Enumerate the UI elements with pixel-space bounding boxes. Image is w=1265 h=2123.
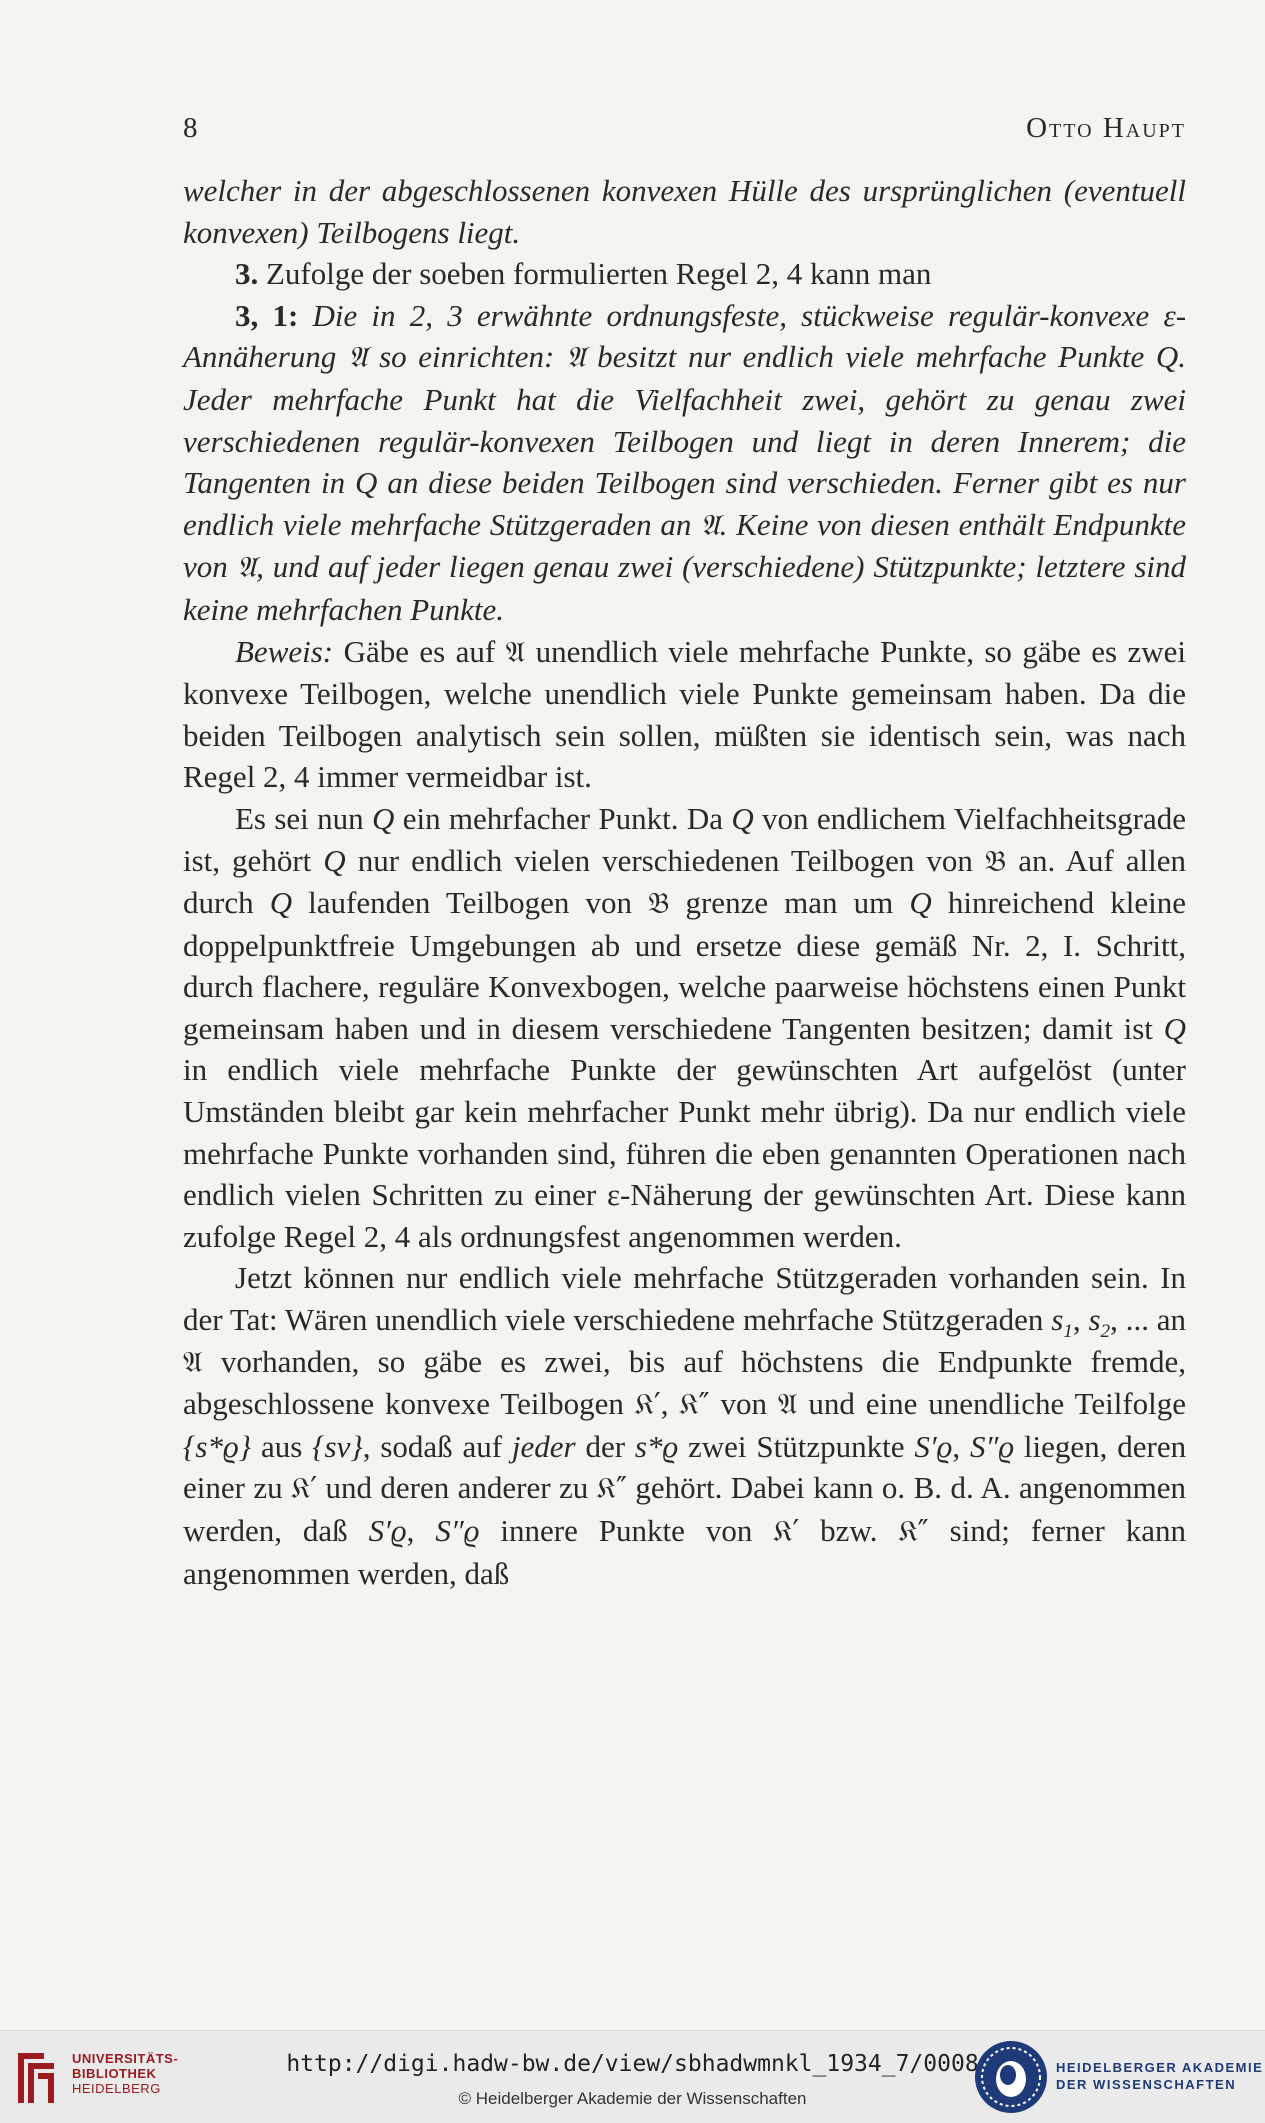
proof-label: Beweis: xyxy=(235,633,334,669)
p6-m: innere Punkte von xyxy=(500,1513,753,1548)
library-line-3: HEIDELBERG xyxy=(72,2081,161,2096)
academy-line-1: HEIDELBERGER AKADEMIE xyxy=(1056,2060,1264,2075)
frak-A-symbol: 𝔄 xyxy=(236,550,257,585)
prop-text-a: Die in 2, 3 erwähnte ordnungsfeste, stückweise regulär-konvexe ε-Annäherung xyxy=(183,297,1187,375)
proposition-3-1 xyxy=(183,295,1186,631)
p5-c: von endlichem Vielfachheitsgrade ist, gehört xyxy=(183,800,1187,878)
symbol-S-double-prime: S″ϱ xyxy=(969,1428,1015,1464)
proof-text-b: unendlich viele mehrfache Punkte, so gäbe es zwei konvexe Teilbogen, welche unendlich viele Punkte gemeinsam haben. Da die beiden Teilbogen analytisch sein sollen, müßten sie identisch sein, was nach Regel 2, 4 immer vermeidbar ist. xyxy=(183,633,1187,795)
proof-text-a: Gäbe es auf xyxy=(343,633,496,669)
frak-K1-symbol: 𝔎′ xyxy=(291,1471,318,1506)
s1-base: s xyxy=(1051,1302,1064,1338)
paragraph-1: welcher in der abgeschlossenen konvexen Hülle des ursprünglichen (eventuell konvexen) Teilbogens liegt. xyxy=(183,173,1186,250)
frak-K2-symbol: 𝔎″ xyxy=(596,1471,627,1506)
paragraph-6: Jetzt können nur endlich viele mehrfache Stützgeraden vorhanden sein. In der Tat: Wären unendlich viele verschiedene mehrfache Stützgeraden $s_1$, $s_2$, ... an 𝔄 vorhanden, so gäbe es zwei, bis auf höchstens die Endpunkte fremde, abgeschlossene konvexe Teilbogen 𝔎′, 𝔎″ von 𝔄 und eine unendliche Teilfolge {s*ϱ} aus {sν}, sodaß auf jeder der s*ϱ zwei Stützpunkte S′ϱ, S″ϱ liegen, deren einer zu 𝔎′ und deren anderer zu 𝔎″ gehört. Dabei kann o. B. d. A. angenommen werden, daß S′ϱ, S″ϱ innere Punkte von 𝔎′ bzw. 𝔎″ sind; ferner kann angenommen werden, daß xyxy=(183,1260,1187,1591)
p5-e: an. Auf allen durch xyxy=(183,842,1187,921)
p6-b: , ... an xyxy=(1110,1302,1187,1338)
p6-a: Jetzt können nur endlich viele mehrfache Stützgeraden vorhanden sein. In der Tat: Wären unendlich viele verschiedene mehrfache Stützgeraden xyxy=(183,1260,1186,1338)
p6-o: sind; ferner kann angenommen werden, daß xyxy=(183,1513,1187,1591)
footer-bar xyxy=(0,2030,1265,2123)
library-line-1: UNIVERSITÄTS- xyxy=(72,2051,179,2066)
p6-h: der xyxy=(585,1428,626,1464)
p6-i: zwei Stützpunkte xyxy=(688,1428,905,1464)
frak-A-symbol: 𝔄 xyxy=(183,1344,203,1379)
frak-A-symbol: 𝔄 xyxy=(777,1387,798,1422)
p6-l: gehört. Dabei kann o. B. d. A. angenommen werden, daß xyxy=(183,1470,1187,1548)
frak-B-symbol: 𝔅 xyxy=(648,886,670,921)
p5-g: grenze man um xyxy=(685,885,894,921)
symbol-Q: Q xyxy=(731,800,754,836)
library-line-2: BIBLIOTHEK xyxy=(72,2066,157,2081)
emphasis-jeder: jeder xyxy=(511,1428,576,1464)
p5-b: ein mehrfacher Punkt. Da xyxy=(402,800,723,836)
symbol-s1 xyxy=(1051,1302,1073,1343)
p5-d: nur endlich vielen verschiedenen Teilbogen von xyxy=(357,842,973,878)
frak-A-symbol: 𝔄 xyxy=(347,340,368,375)
symbol-Q: Q xyxy=(371,800,395,836)
p5-f: laufenden Teilbogen von xyxy=(308,885,633,921)
permalink-url[interactable]: http://digi.hadw-bw.de/view/sbhadwmnkl_1934_7/0008 xyxy=(286,2051,979,2077)
p6-k: und deren anderer zu xyxy=(325,1470,589,1506)
symbol-S-prime: S′ϱ xyxy=(368,1513,407,1548)
sequence-s-nu: {sν} xyxy=(312,1428,363,1464)
symbol-Q: Q xyxy=(323,842,346,878)
copyright-notice: © Heidelberger Akademie der Wissenschaften xyxy=(458,2089,807,2108)
page-number: 8 xyxy=(183,112,198,144)
prop-text-c: besitzt nur endlich viele mehrfache Punkte Q. Jeder mehrfache Punkt hat die Vielfachheit zwei, gehört zu genau zwei verschiedenen regulär-konvexen Teilbogen und liegt in deren Innerem; die Tangenten in Q an diese beiden Teilbogen sind verschieden. Ferner gibt es nur endlich viele mehrfache Stützgeraden an xyxy=(183,339,1187,542)
p6-f: aus xyxy=(260,1428,303,1464)
page-header xyxy=(183,112,1186,152)
frak-A-symbol: 𝔄 xyxy=(505,634,526,669)
p5-i: in endlich viele mehrfache Punkte der gewünschten Art aufgelöst (unter Umständen bleibt gar kein mehrfacher Punkt mehr übrig). Da nur endlich viele mehrfache Punkte vorhanden sind, führen die eben genannten Operationen nach endlich vielen Schritten zu einer ε-Näherung der gewünschten Art. Diese kann zufolge Regel 2, 4 als ordnungsfest angenommen werden. xyxy=(183,1052,1186,1254)
p6-e: und eine unendliche Teilfolge xyxy=(808,1386,1187,1422)
symbol-S-double-prime: S″ϱ xyxy=(435,1513,480,1548)
frak-K1-symbol: 𝔎′ xyxy=(634,1387,661,1422)
paragraph-5 xyxy=(183,798,1186,1258)
p6-c: vorhanden, so gäbe es zwei, bis auf höchstens die Endpunkte fremde, abgeschlossene konvexe Teilbogen xyxy=(183,1343,1187,1422)
symbol-Q: Q xyxy=(909,885,932,921)
prop-text-e: , und auf jeder liegen genau zwei (verschiedene) Stützpunkte; letztere sind keine mehrfachen Punkte. xyxy=(183,549,1186,627)
symbol-S-prime: S′ϱ xyxy=(914,1428,953,1464)
s2-base: s xyxy=(1088,1302,1101,1338)
p5-h: hinreichend kleine doppelpunktfreie Umgebungen ab und ersetze diese gemäß Nr. 2, I. Schritt, durch flachere, reguläre Konvexbogen, welche paarweise höchstens einen Punkt gemeinsam haben und in diesem verschiedene Tangenten besitzen; damit ist xyxy=(183,885,1187,1046)
frak-K2-symbol: 𝔎″ xyxy=(898,1514,929,1548)
frak-B-symbol: 𝔅 xyxy=(984,843,1007,878)
p6-g: , sodaß auf xyxy=(362,1428,503,1464)
symbol-s2 xyxy=(1088,1302,1111,1343)
frak-A-symbol: 𝔄 xyxy=(565,340,586,375)
p5-a: Es sei nun xyxy=(235,800,364,836)
academy-seal-icon xyxy=(975,2041,1047,2113)
p6-d: von xyxy=(720,1386,767,1422)
frak-A-symbol: 𝔄 xyxy=(700,507,720,542)
frak-K2-symbol: 𝔎″ xyxy=(679,1387,710,1422)
sequence-s-star-rho: {s*ϱ} xyxy=(183,1428,252,1464)
running-head: Otto Haupt xyxy=(1026,112,1186,144)
symbol-s-star-rho: s*ϱ xyxy=(634,1428,679,1464)
p6-j: liegen, deren einer zu xyxy=(183,1428,1187,1506)
prop-text-b: so einrichten: xyxy=(379,339,555,375)
proof-paragraph xyxy=(183,631,1186,798)
body-text xyxy=(183,170,1186,1594)
s2-subscript: 2 xyxy=(1100,1321,1111,1343)
proposition-number: 3, 1: xyxy=(235,297,299,333)
symbol-Q: Q xyxy=(1163,1010,1186,1046)
s1-subscript: 1 xyxy=(1063,1321,1073,1343)
academy-line-2: DER WISSENSCHAFTEN xyxy=(1056,2077,1237,2092)
paragraph-3-text: Zufolge der soeben formulierten Regel 2, 4 kann man xyxy=(266,256,932,292)
prop-text-d: . Keine von diesen enthält Endpunkte von xyxy=(183,506,1186,585)
section-number-3: 3. xyxy=(235,256,259,292)
frak-K1-symbol: 𝔎′ xyxy=(773,1514,800,1548)
paragraph-3 xyxy=(183,253,1186,295)
academy-name xyxy=(1056,2059,1263,2093)
symbol-Q: Q xyxy=(269,885,293,921)
p6-n: bzw. xyxy=(820,1513,878,1548)
